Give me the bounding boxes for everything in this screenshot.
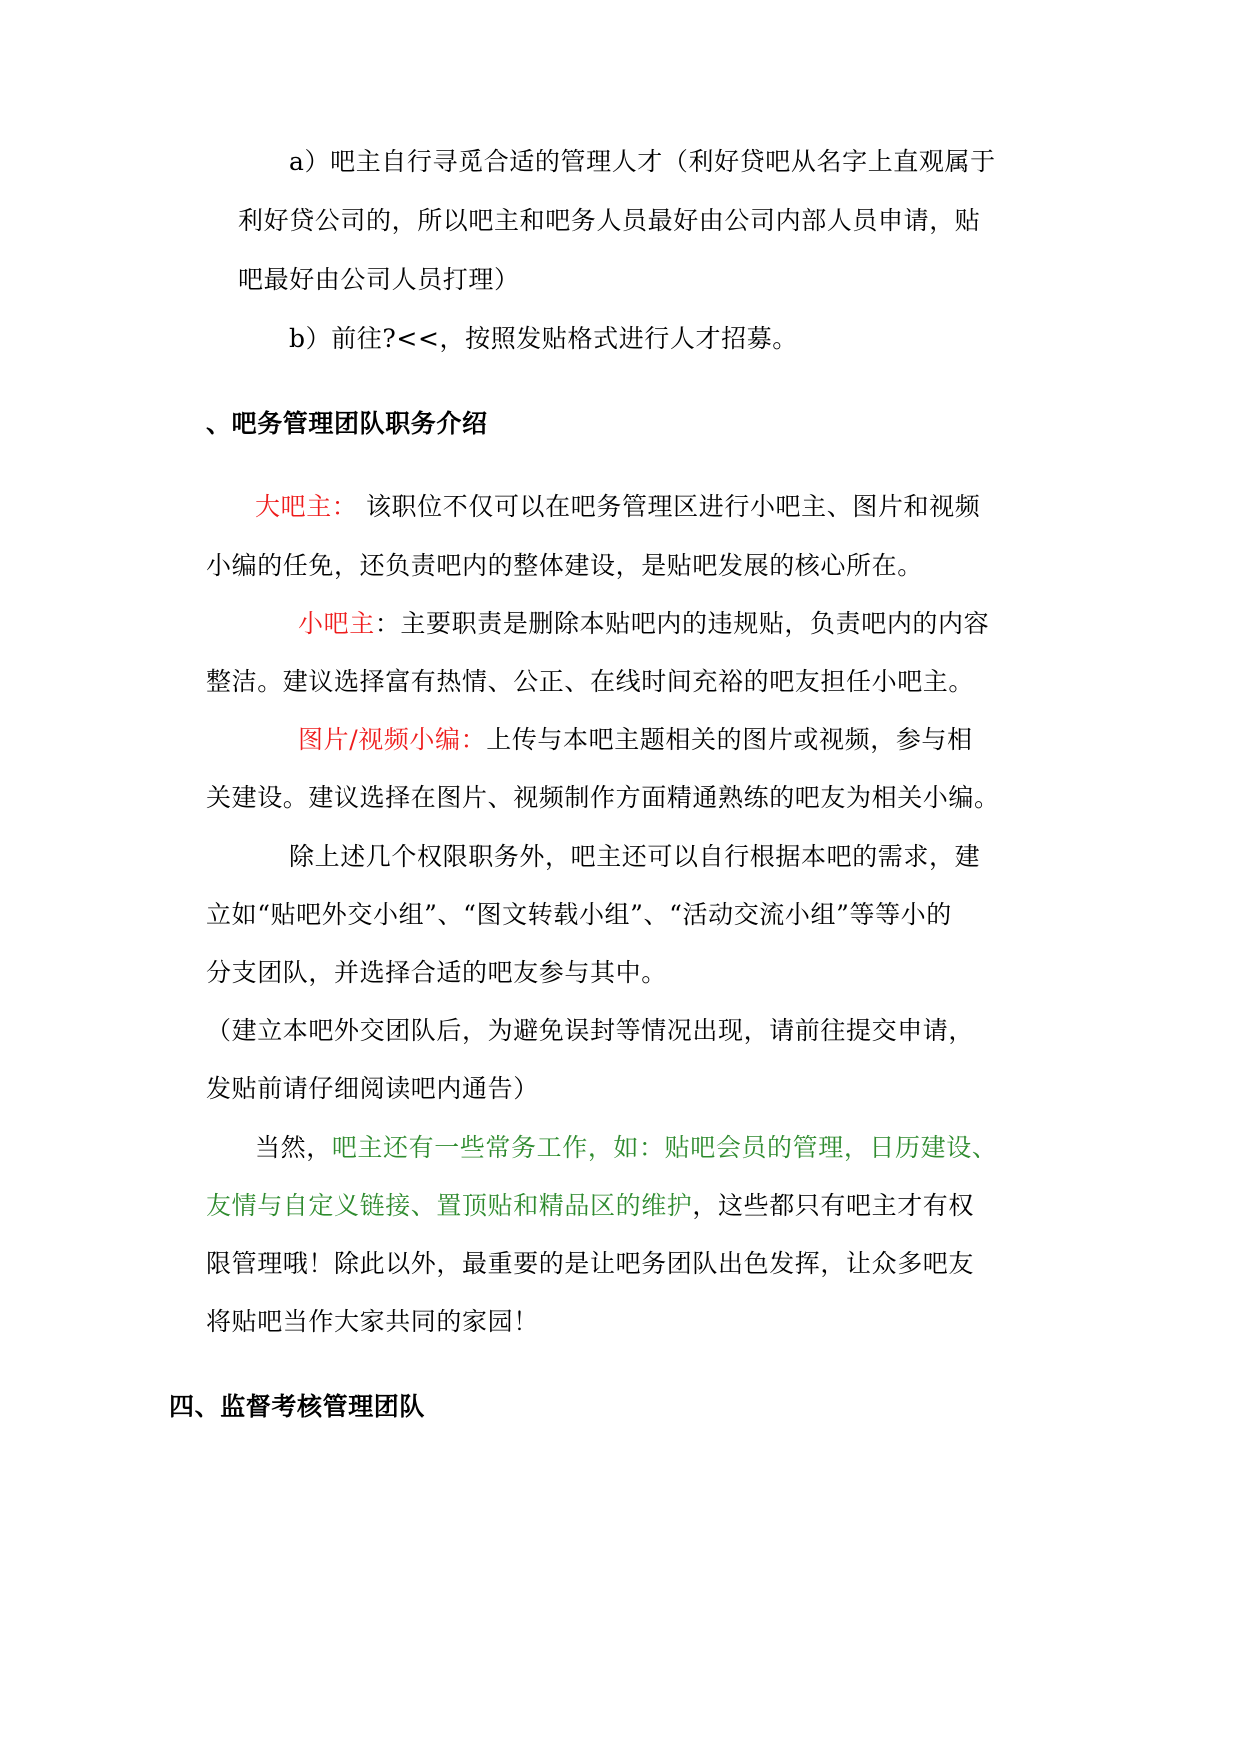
- other-teams-line1: 除上述几个权限职务外，吧主还可以自行根据本吧的需求，建: [289, 842, 981, 871]
- media-editor-text1: 上传与本吧主题相关的图片或视频，参与相: [486, 725, 973, 754]
- section-heading-supervision: 四、监督考核管理团队: [169, 1392, 426, 1421]
- note-line2: 发贴前请仔细阅读吧内通告）: [206, 1074, 539, 1103]
- big-owner-text1: 该职位不仅可以在吧务管理区进行小吧主、图片和视频: [357, 492, 981, 521]
- big-owner-line2: 小编的任免，还负责吧内的整体建设，是贴吧发展的核心所在。: [206, 551, 923, 580]
- recruit-step-a-line2: 利好贷公司的，所以吧主和吧务人员最好由公司内部人员申请，贴: [238, 206, 981, 235]
- small-owner-colon: ：: [374, 609, 401, 638]
- media-editor-line1: [298, 724, 973, 756]
- routine-line2: [206, 1190, 974, 1222]
- recruit-step-a-line1: a）吧主自行寻觅合适的管理人才（利好贷吧从名字上直观属于: [289, 147, 996, 176]
- media-editor-label: 图片/视频小编：: [298, 725, 487, 754]
- other-teams-line2: 立如“贴吧外交小组”、“图文转载小组”、“活动交流小组”等等小的: [206, 900, 952, 929]
- big-owner-line1: [255, 491, 980, 523]
- big-owner-label: 大吧主：: [255, 492, 358, 521]
- section-heading-duties: 、吧务管理团队职务介绍: [206, 409, 488, 438]
- routine-line1: [255, 1132, 997, 1164]
- recruit-step-b: b）前往?<<，按照发贴格式进行人才招募。: [289, 324, 798, 353]
- routine-line2-black: ，这些都只有吧主才有权: [692, 1191, 975, 1220]
- routine-line2-green: 友情与自定义链接、置顶贴和精品区的维护: [206, 1191, 693, 1220]
- small-owner-line2: 整洁。建议选择富有热情、公正、在线时间充裕的吧友担任小吧主。: [206, 667, 975, 696]
- routine-line1-green: 吧主还有一些常务工作，如：贴吧会员的管理，日历建设、: [331, 1133, 998, 1162]
- media-editor-line2: 关建设。建议选择在图片、视频制作方面精通熟练的吧友为相关小编。: [206, 783, 1000, 812]
- routine-line4: 将贴吧当作大家共同的家园！: [206, 1307, 539, 1336]
- recruit-step-a-line3: 吧最好由公司人员打理）: [238, 265, 520, 294]
- small-owner-text1: 主要职责是删除本贴吧内的违规贴，负责吧内的内容: [400, 609, 990, 638]
- note-line1: （建立本吧外交团队后，为避免误封等情况出现，请前往提交申请，: [206, 1016, 975, 1045]
- small-owner-label: 小吧主: [298, 609, 375, 638]
- routine-line3: 限管理哦！除此以外，最重要的是让吧务团队出色发挥，让众多吧友: [206, 1249, 975, 1278]
- small-owner-line1: [298, 608, 989, 640]
- other-teams-line3: 分支团队，并选择合适的吧友参与其中。: [206, 958, 667, 987]
- routine-line1-black: 当然，: [255, 1133, 332, 1162]
